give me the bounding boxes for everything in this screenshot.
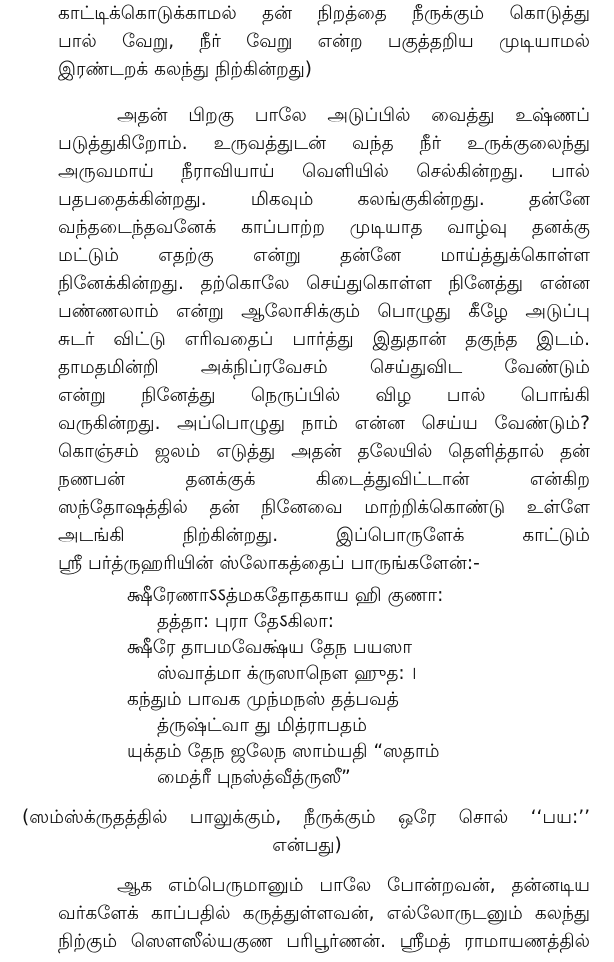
verse-line: க்ஷீரே தாபமவேக்ஷ்ய தேந பயஸா <box>127 637 413 658</box>
verse-line: த்ருஷ்ட்வா து மித்ராபதம் <box>157 715 367 736</box>
text-line: நணபன் தனக்குக் கிடைத்துவிட்டான் என்கிற <box>58 469 590 490</box>
text-line: நிற்கும் ஸௌஸீல்யகுண பரிபூர்ணன். ஸ்ரீமத் ராமாயணத்தில் <box>58 931 590 952</box>
verse-line: கந்தும் பாவக முந்மநஸ் தத்பவத் <box>127 689 399 710</box>
note-line: என்பது) <box>272 835 342 856</box>
text-line: ஆக எம்பெருமானும் பாலே போன்றவன், தன்னடிய <box>117 875 590 896</box>
text-line: தாமதமின்றி அக்நிப்ரவேசம் செய்துவிட வேண்டும் <box>58 357 590 378</box>
text-line: சுடர் விட்டு எரிவதைப் பார்த்து இதுதான் தகுந்த இடம். <box>58 329 590 350</box>
text-line: என்று நினேத்து நெருப்பில் விழ பால் பொங்கி <box>58 385 590 406</box>
verse-line: யுக்தம் தேந ஜலேந ஸாம்யதி “ஸதாம் <box>127 741 440 762</box>
text-line: அதன் பிறகு பாலே அடுப்பில் வைத்து உஷ்ணப் <box>117 105 590 126</box>
text-line: இரண்டறக் கலந்து நிற்கின்றது) <box>58 59 312 80</box>
text-line: பதபதைக்கின்றது. மிகவும் கலங்குகின்றது. தன்னே <box>58 189 590 210</box>
text-line: வர்களேக் காப்பதில் கருத்துள்ளவன், எல்லோருடனும் கலந்து <box>58 903 590 924</box>
verse-line: க்ஷீரேணாऽऽத்மகதோதகாய ஹி குணா: <box>127 585 444 606</box>
text-line: ஸந்தோஷத்தில் தன் நினேவை மாற்றிக்கொண்டு உள்ளே <box>58 497 590 518</box>
text-line: நினேக்கின்றது. தற்கொலே செய்துகொள்ள நினேத்து என்ன <box>58 273 590 294</box>
text-line: பால் வேறு, நீர் வேறு என்ற பகுத்தறிய முடியாமல் <box>58 31 590 52</box>
text-line: மட்டும் எதற்கு என்று தன்னே மாய்த்துக்கொள்ள <box>58 245 590 266</box>
verse-line: தத்தா: புரா தேऽகிலா: <box>157 611 335 632</box>
text-line: கொஞ்சம் ஜலம் எடுத்து அதன் தலேயில் தெளித்தால் தன் <box>58 441 590 462</box>
text-line: வருகின்றது. அப்பொழுது நாம் என்ன செய்ய வேண்டும்? <box>58 413 590 434</box>
text-line: வந்தடைந்தவனேக் காப்பாற்ற முடியாத வாழ்வு தனக்கு <box>58 217 590 238</box>
note-line: (ஸம்ஸ்க்ருதத்தில் பாலுக்கும், நீருக்கும் ஒரே சொல் ‘‘பய:’’ <box>22 807 590 828</box>
text-line: அருவமாய் நீராவியாய் வெளியில் செல்கின்றது. பால் <box>58 161 590 182</box>
text-line: காட்டிக்கொடுக்காமல் தன் நிறத்தை நீருக்கும் கொடுத்து <box>58 3 590 24</box>
verse-line: ஸ்வாத்மா க்ருஸாநௌ ஹுத: । <box>157 663 417 684</box>
text-line: அடங்கி நிற்கின்றது. இப்பொருளேக் காட்டும் <box>58 525 590 546</box>
verse-line: மைத்ரீ புநஸ்த்வீத்ருஸீ” <box>157 767 351 788</box>
text-line: பண்ணலாம் என்று ஆலோசிக்கும் பொழுது கீழே அடுப்பு <box>58 301 590 322</box>
text-line: ஸ்ரீ பர்த்ருஹரியின் ஸ்லோகத்தைப் பாருங்களேன்:- <box>58 553 480 574</box>
text-line: படுத்துகிறோம். உருவத்துடன் வந்த நீர் உருக்குலைந்து <box>58 133 590 154</box>
